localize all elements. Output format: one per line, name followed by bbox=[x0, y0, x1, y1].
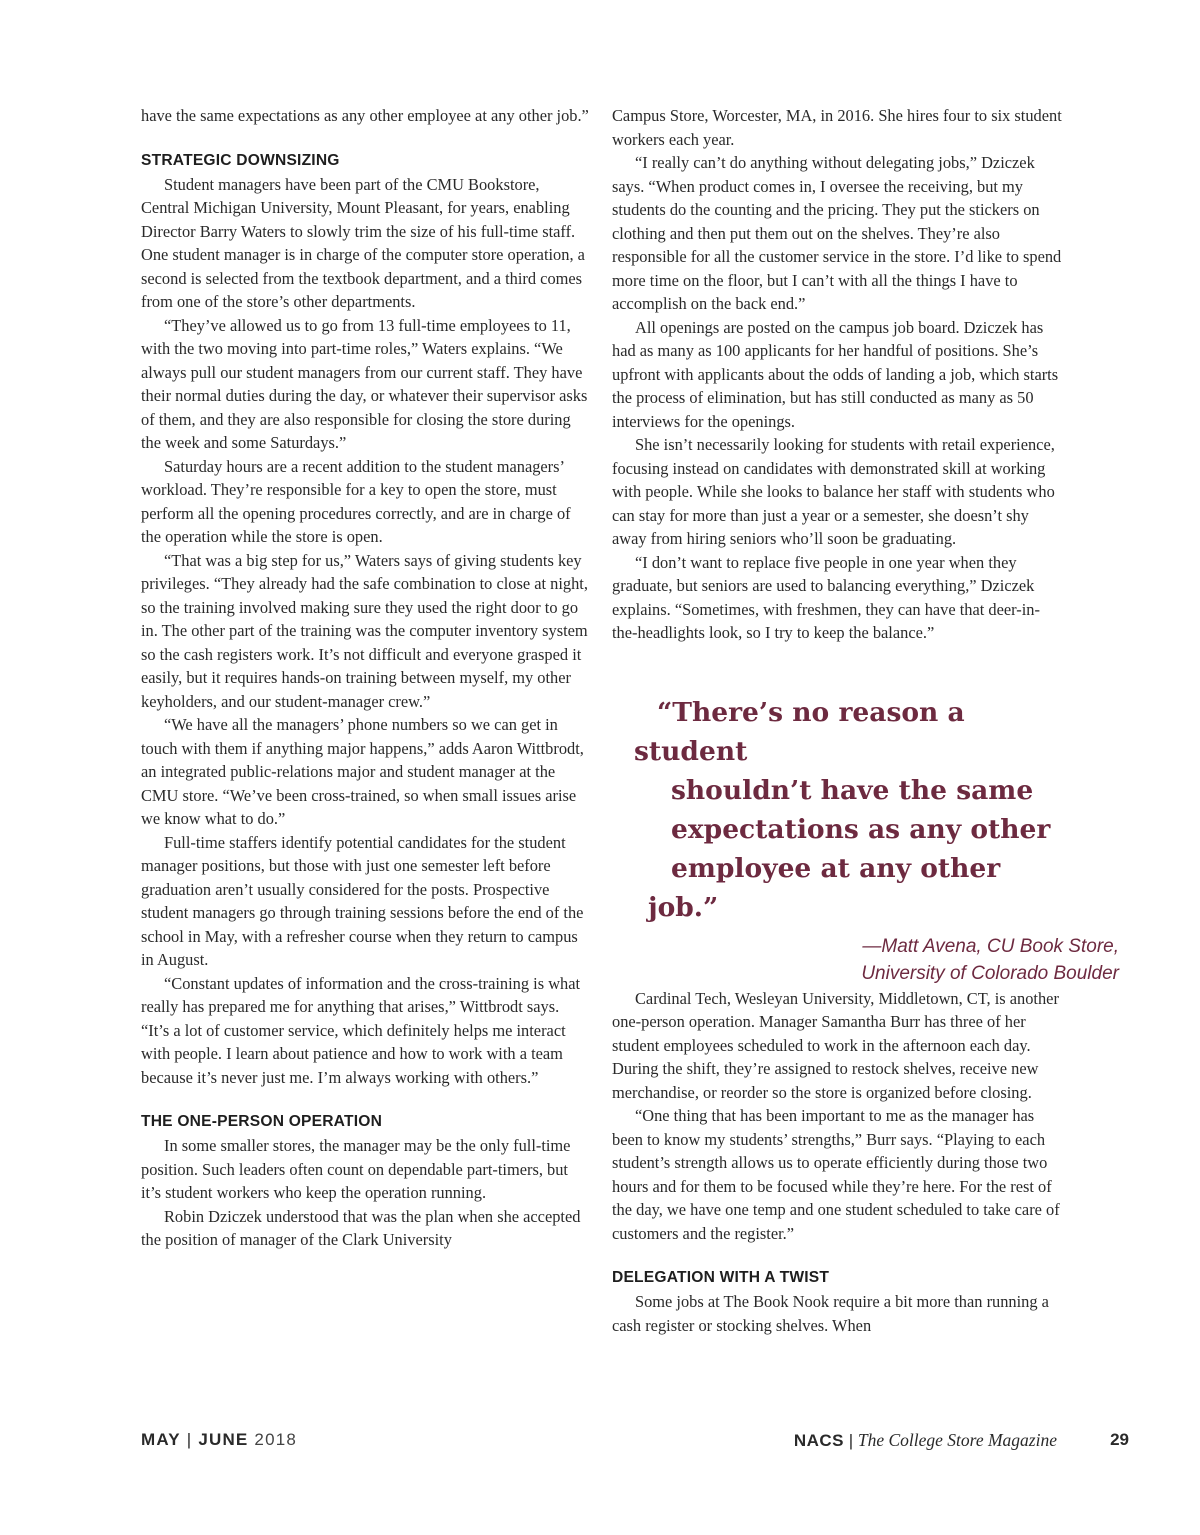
body-paragraph: “That was a big step for us,” Waters says of giving students key privileges. “They already had the safe combination to close at night, so the training involved making sure they used the right door to go in. The other part of the training was the computer inventory system so the cash registers work. It’s not difficult and everyone grasped it easily, but it requires hands-on training between myself, my other keyholders, and our student-manager crew.” bbox=[141, 550, 588, 711]
body-paragraph: Full-time staffers identify potential candidates for the student manager positions, but those with just one semester left before graduation aren’t usually considered for the posts. Prospective student managers go through training sessions before the end of the school in May, with a refresher course when they return to campus in August. bbox=[141, 832, 584, 969]
issue-month: MAY bbox=[141, 1430, 181, 1449]
publication-brand bbox=[794, 1430, 1057, 1451]
body-paragraph: Robin Dziczek understood that was the plan when she accepted the position of manager of the Clark University bbox=[141, 1206, 581, 1249]
issue-month-2: JUNE bbox=[198, 1430, 249, 1449]
body-paragraph: “One thing that has been important to me as the manager has been to know my students’ strengths,” Burr says. “Playing to each student’s strength allows us to operate efficiently during those two hours and for them to be focused while they’re here. For the rest of the day, we have one temp and one student scheduled to take care of customers and the register.” bbox=[612, 1106, 1060, 1243]
brand-separator: | bbox=[848, 1431, 854, 1450]
body-paragraph: Saturday hours are a recent addition to the student managers’ workload. They’re responsible for a key to open the store, must perform all the opening procedures correctly, and are in charge of the operation while the store is open. bbox=[141, 456, 571, 546]
body-paragraph: All openings are posted on the campus job board. Dziczek has had as many as 100 applicants for her handful of positions. She’s upfront with applicants about the odds of landing a job, which starts the process of elimination, but has still conducted as many as 50 interviews for the openings. bbox=[612, 317, 1059, 431]
magazine-title: The College Store Magazine bbox=[857, 1430, 1057, 1450]
section-heading-strategic-downsizing: STRATEGIC DOWNSIZING bbox=[141, 151, 340, 169]
issue-year: 2018 bbox=[254, 1430, 298, 1449]
body-paragraph: “I really can’t do anything without delegating jobs,” Dziczek says. “When product comes in, I oversee the receiving, but my students do the counting and the pricing. They put the stickers on clothing and then put them out on the shelves. They’re also responsible for all the customer service in the store. I’d like to spend more time on the floor, but I can’t with all the things I have to accomplish on the back end.” bbox=[612, 153, 1062, 313]
body-paragraph: Some jobs at The Book Nook require a bit more than running a cash register or stocking shelves. When bbox=[612, 1292, 1049, 1335]
body-paragraph: “I don’t want to replace five people in one year when they graduate, but seniors are used to balancing everything,” Dziczek explains. “Sometimes, with freshmen, they can have that deer-in-the-headlights look, so I try to keep the balance.” bbox=[612, 552, 1040, 642]
body-paragraph: have the same expectations as any other employee at any other job.” bbox=[141, 106, 589, 125]
pull-quote-line: expectations as any other bbox=[671, 813, 1051, 845]
page-number: 29 bbox=[1110, 1430, 1129, 1449]
body-paragraph: Student managers have been part of the CMU Bookstore, Central Michigan University, Mount Pleasant, for years, enabling Director Barry Waters to slowly trim the size of his full-time staff. One student manager is in charge of the computer store operation, a second is selected from the textbook department, and a third comes from one of the store’s other departments. bbox=[141, 174, 585, 311]
pull-quote bbox=[634, 693, 1119, 987]
body-paragraph: “They’ve allowed us to go from 13 full-time employees to 11, with the two moving into part-time roles,” Waters explains. “We always pull our student managers from our current staff. They have their normal duties during the day, or whatever their supervisor asks of them, and they are also responsible for closing the store during the week and some Saturdays.” bbox=[141, 315, 588, 452]
section-heading-delegation-with-a-twist: DELEGATION WITH A TWIST bbox=[612, 1269, 830, 1286]
right-column bbox=[612, 104, 1119, 1337]
issue-separator: | bbox=[186, 1430, 193, 1449]
brand-name: NACS bbox=[793, 1431, 844, 1450]
pull-quote-line: “There’s no reason a student bbox=[634, 696, 965, 767]
body-paragraph: “We have all the managers’ phone numbers so we can get in touch with them if anything major happens,” adds Aaron Wittbrodt, an integrated public-relations major and student manager at the CMU store. “We’ve been cross-trained, so when small issues arise we know what to do.” bbox=[141, 715, 584, 828]
attribution-line: University of Colorado Boulder bbox=[861, 962, 1119, 984]
attribution-line: —Matt Avena, CU Book Store, bbox=[862, 935, 1119, 957]
section-heading-one-person-operation: THE ONE-PERSON OPERATION bbox=[141, 1113, 383, 1130]
body-paragraph: Cardinal Tech, Wesleyan University, Middletown, CT, is another one-person operation. Manager Samantha Burr has three of her student employees scheduled to work in the afternoon each day. During the shift, they’re assigned to restock shelves, receive new merchandise, or reorder so the store is organized before closing. bbox=[612, 988, 1059, 1102]
left-column bbox=[141, 104, 591, 1252]
page-footer bbox=[141, 1430, 1129, 1456]
pull-quote-line: employee at any other job.” bbox=[648, 852, 1001, 923]
pull-quote-attribution bbox=[634, 933, 1119, 987]
pull-quote-text bbox=[634, 693, 1074, 927]
body-paragraph: She isn’t necessarily looking for students with retail experience, focusing instead on candidates with demonstrated skill at working with people. While she looks to balance her staff with students who can stay for more than just a year or a semester, she doesn’t shy away from hiring seniors who’ll soon be graduating. bbox=[612, 435, 1055, 548]
body-paragraph: Campus Store, Worcester, MA, in 2016. She hires four to six student workers each year. bbox=[612, 106, 1062, 149]
pull-quote-line: shouldn’t have the same bbox=[671, 774, 1034, 806]
body-paragraph: In some smaller stores, the manager may be the only full-time position. Such leaders often count on dependable part-timers, but it’s student workers who keep the operation running. bbox=[141, 1136, 571, 1202]
issue-date bbox=[141, 1430, 297, 1450]
body-paragraph: “Constant updates of information and the cross-training is what really has prepared me for anything that arises,” Wittbrodt says. “It’s a lot of customer service, which definitely helps me interact with people. I learn about patience and how to work with a team because it’s never just me. I’m always working with others.” bbox=[141, 973, 581, 1087]
